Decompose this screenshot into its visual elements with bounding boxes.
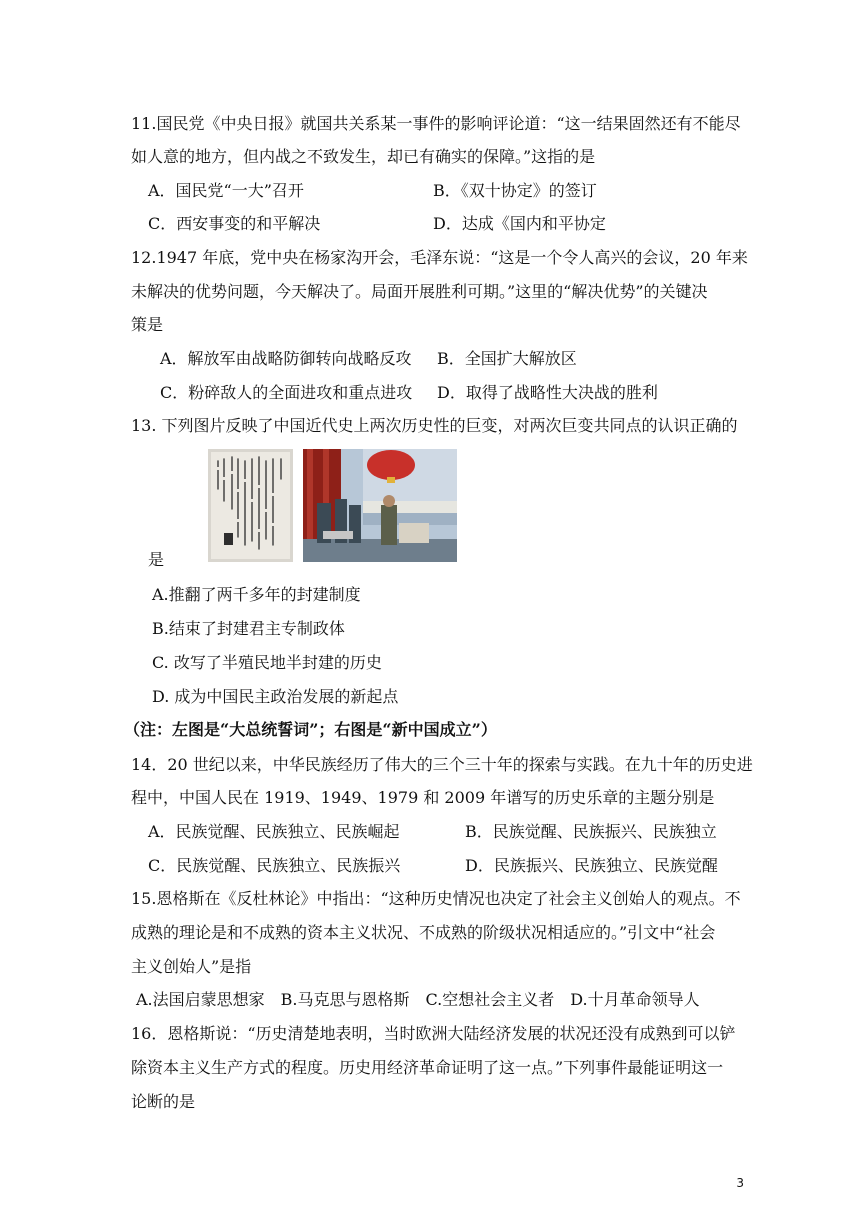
q11-option-a: A．国民党“一大”召开 <box>148 181 304 200</box>
q11-option-c: C．西安事变的和平解决 <box>148 214 321 233</box>
q11-option-b: B．《双十协定》的签订 <box>433 181 597 200</box>
q14-option-b: B．民族觉醒、民族振兴、民族独立 <box>465 822 717 841</box>
q14-option-c: C．民族觉醒、民族独立、民族振兴 <box>148 856 401 875</box>
q15-stem-line3: 主义创始人”是指 <box>131 957 252 976</box>
q15-options: A.法国启蒙思想家 B.马克思与恩格斯 C.空想社会主义者 D.十月革命领导人 <box>136 990 700 1009</box>
q15-stem-line2: 成熟的理论是和不成熟的资本主义状况、不成熟的阶级状况相适应的。”引文中“社会 <box>131 923 716 942</box>
q12-option-c: C．粉碎敌人的全面进攻和重点进攻 <box>160 383 413 402</box>
new-china-founding-image <box>303 449 457 562</box>
q14-option-a: A．民族觉醒、民族独立、民族崛起 <box>148 822 400 841</box>
q11-option-d: D．达成《国内和平协定 <box>433 214 606 233</box>
q12-option-b: B．全国扩大解放区 <box>437 349 577 368</box>
q12-option-d: D．取得了战略性大决战的胜利 <box>437 383 658 402</box>
q13-stem-line2: 是 <box>148 550 165 569</box>
q12-stem-line3: 策是 <box>131 315 164 334</box>
q12-stem-line1: 12.1947 年底，党中央在杨家沟开会，毛泽东说：“这是一个令人高兴的会议，20 年来 <box>131 248 748 267</box>
q16-stem-line1: 16．恩格斯说：“历史清楚地表明，当时欧洲大陆经济发展的状况还没有成熟到可以铲 <box>131 1024 736 1043</box>
q13-note: （注：左图是“大总统誓词”；右图是“新中国成立”） <box>124 720 497 739</box>
q12-stem-line2: 未解决的优势问题，今天解决了。局面开展胜利可期。”这里的“解决优势”的关键决 <box>131 282 708 301</box>
q16-stem-line2: 除资本主义生产方式的程度。历史用经济革命证明了这一点。”下列事件最能证明这一 <box>131 1058 724 1077</box>
q16-stem-line3: 论断的是 <box>131 1092 196 1111</box>
page-number: 3 <box>736 1176 744 1190</box>
q13-option-b: B.结束了封建君主专制政体 <box>152 619 345 638</box>
q14-stem-line1: 14．20 世纪以来，中华民族经历了伟大的三个三十年的探索与实践。在九十年的历史进 <box>131 755 753 774</box>
q15-stem-line1: 15.恩格斯在《反杜林论》中指出：“这种历史情况也决定了社会主义创始人的观点。不 <box>131 889 741 908</box>
presidential-oath-image <box>208 449 293 562</box>
q11-stem-line2: 如人意的地方，但内战之不致发生，却已有确实的保障。”这指的是 <box>131 147 596 166</box>
q12-option-a: A．解放军由战略防御转向战略反攻 <box>160 349 412 368</box>
q14-stem-line2: 程中，中国人民在 1919、1949、1979 和 2009 年谱写的历史乐章的主题分别是 <box>131 788 715 807</box>
q14-option-d: D．民族振兴、民族独立、民族觉醒 <box>465 856 718 875</box>
q13-stem-line1: 13. 下列图片反映了中国近代史上两次历史性的巨变，对两次巨变共同点的认识正确的 <box>131 416 738 435</box>
q13-option-d: D. 成为中国民主政治发展的新起点 <box>152 687 399 706</box>
q11-stem-line1: 11.国民党《中央日报》就国共关系某一事件的影响评论道：“这一结果固然还有不能尽 <box>131 114 741 133</box>
q13-option-c: C. 改写了半殖民地半封建的历史 <box>152 653 382 672</box>
q13-option-a: A.推翻了两千多年的封建制度 <box>152 585 361 604</box>
